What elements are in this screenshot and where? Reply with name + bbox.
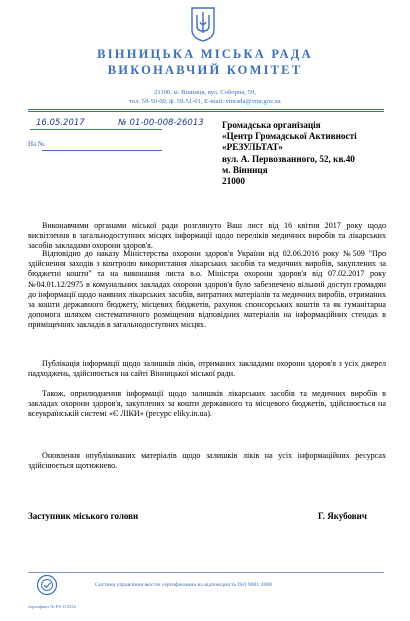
recipient-line2: «Центр Громадської Активності [222, 131, 357, 142]
recipient-line1: Громадська організація [222, 120, 321, 130]
org-title-line1: ВІННИЦЬКА МІСЬКА РАДА [97, 47, 313, 61]
paragraph-1: Виконавчими органами міської ради розглянуто Ваш лист від 16 квітня 2017 року щодо висвітлення в загальнодоступних місцях інформації щодо переліків медичних виробів та лікарських засобів закладами охорони здоров'я. [28, 221, 386, 251]
certificate-number: сертифікат № FS 515532 [28, 604, 76, 609]
header-divider-second [28, 111, 384, 112]
recipient-line6: 21000 [222, 176, 245, 187]
footer-divider [28, 572, 384, 573]
address-line1: 21100, м. Вінниця, вул. Соборна, 59, [154, 89, 256, 96]
recipient-line5: м. Вінниця [222, 164, 268, 175]
paragraph-4: Також, оприлюднення інформації щодо залишків лікарських засобів та медичних виробів в закладах охорони здоров'я, закуплених за кошти державного та місцевого бюджетів, здійснюється на всеукраїнській системі «Є ЛІКИ» (ресурс eliky.in.ua). [28, 389, 386, 419]
paragraph-3: Публікація інформації щодо залишків ліків, отриманих закладами охорони здоров'я з усіх джерел надходжень, здійснюється на сайті Вінницької міської ради. [28, 359, 386, 379]
handwritten-number: № 01-00-008-26013 [118, 118, 204, 128]
org-title-line2: ВИКОНАВЧИЙ КОМІТЕТ [107, 63, 303, 77]
recipient-line3: «РЕЗУЛЬТАТ» [222, 142, 283, 153]
quality-certificate-icon [36, 574, 58, 596]
recipient-block [222, 120, 357, 187]
date-number-underline [30, 129, 162, 130]
paragraph-5: Оновлення опублікованих матеріалів щодо залишків ліків на усіх інформаційних ресурсах здійснюється щотижнево. [28, 451, 386, 471]
paragraph-2: Відповідно до наказу Міністерства охорони здоров'я України від 02.06.2016 року №509 "Про здійснення заходів з контролю використання лікарських засобів та медичних виробів, закуплених за бюджетні кошти" та на виконання листа в.о. Міністра охорони здоров'я від 07.02.2017 року №04.01.12/2975 в комунальних закладах охорони здоров'я було забезпечено вільний доступ громадян до інформації щодо наявних лікарських засобів, витратних матеріалів та медичних виробів, отриманих за кошти державного бюджету, місцевих бюджетів, рахунок спонсорських коштів та як гуманітарна допомога шляхом систематичного розміщення відповідних матеріалів на інформаційних стендах в приміщеннях закладів в загальнодоступних місцях. [28, 249, 386, 330]
signatory-title: Заступник міського голови [28, 511, 139, 521]
recipient-line4: вул. А. Первозванного, 52, кв.40 [222, 153, 355, 164]
quality-text: Система управління якістю сертифікована на відповідність ISO 9001:2008 [95, 582, 272, 588]
header-divider [28, 109, 384, 110]
address-line2: тел. 59-50-00, ф. 59-51-01, E-mail: vinrada@vmr.gov.ua [129, 98, 281, 105]
reference-underline [42, 150, 162, 151]
reference-number-label: На № [28, 140, 45, 148]
signatory-name: Г. Якубович [318, 511, 367, 521]
handwritten-date: 16.05.2017 [36, 118, 85, 128]
trident-crest-icon [190, 6, 216, 42]
